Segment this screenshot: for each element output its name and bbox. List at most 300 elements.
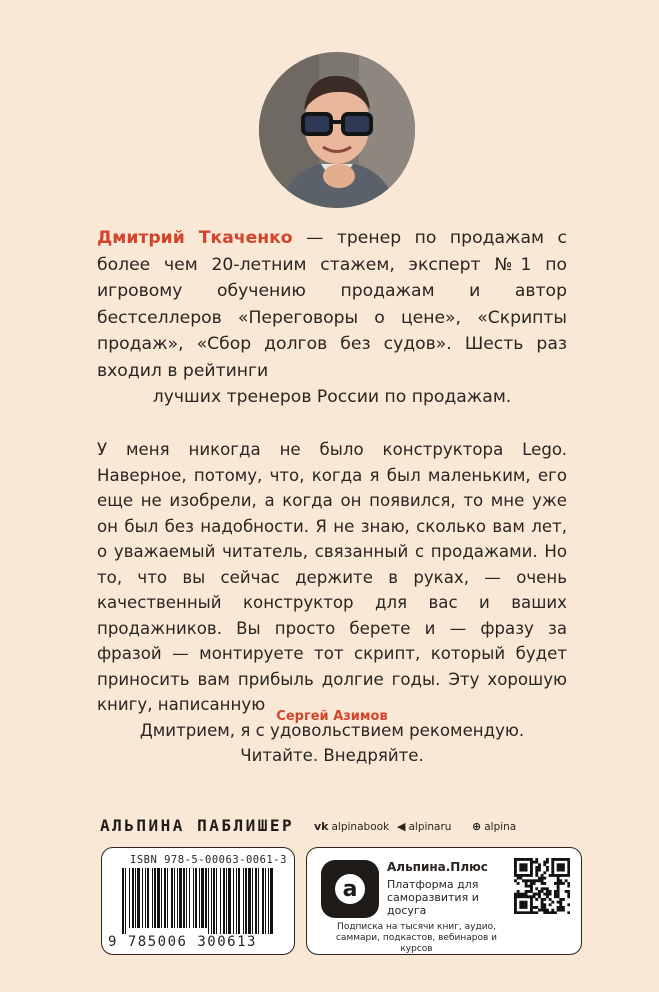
author-bio-last-line: лучших тренеров России по продажам.	[152, 387, 512, 407]
barcode-bar	[201, 868, 204, 928]
qr-module	[559, 909, 562, 912]
barcode-bar	[157, 868, 160, 928]
barcode-bar	[255, 868, 257, 934]
qr-module	[559, 898, 562, 901]
barcode-bar	[270, 868, 273, 934]
qr-module	[562, 874, 565, 877]
qr-module	[543, 877, 546, 880]
qr-module	[567, 893, 570, 896]
qr-module	[554, 858, 557, 861]
qr-module	[519, 874, 522, 877]
quote-author: Сергей Азимов	[276, 709, 388, 724]
qr-module	[522, 911, 525, 914]
qr-module	[543, 863, 546, 866]
qr-module	[543, 906, 546, 909]
barcode-bar	[265, 868, 266, 934]
qr-module	[554, 893, 557, 896]
qr-module	[522, 901, 525, 904]
qr-module	[538, 893, 541, 896]
barcode-bar	[228, 868, 231, 934]
qr-module	[530, 903, 533, 906]
barcode-bar	[223, 868, 225, 934]
author-photo	[259, 52, 415, 208]
qr-module	[538, 890, 541, 893]
barcode-bar	[213, 868, 215, 934]
qr-module	[525, 858, 528, 861]
qr-module	[522, 869, 525, 872]
barcode-bar	[171, 868, 173, 928]
qr-module	[543, 911, 546, 914]
qr-module	[551, 901, 554, 904]
qr-module	[527, 890, 530, 893]
qr-module	[551, 869, 554, 872]
alpina-a-icon	[333, 872, 367, 906]
qr-module	[517, 890, 520, 893]
qr-module	[551, 866, 554, 869]
qr-module	[525, 901, 528, 904]
qr-module	[562, 898, 565, 901]
qr-module	[519, 895, 522, 898]
social-vk	[314, 820, 389, 833]
qr-module	[538, 866, 541, 869]
qr-module	[543, 893, 546, 896]
qr-module	[514, 898, 517, 901]
qr-module	[517, 882, 520, 885]
qr-module	[530, 882, 533, 885]
barcode-bar	[135, 868, 136, 928]
qr-module	[557, 887, 560, 890]
qr-module	[541, 890, 544, 893]
qr-module	[522, 893, 525, 896]
qr-module	[530, 895, 533, 898]
qr-module	[530, 901, 533, 904]
barcode-bar	[137, 868, 140, 928]
qr-module	[559, 858, 562, 861]
qr-module	[535, 911, 538, 914]
barcode-bar	[226, 868, 227, 934]
qr-module	[567, 903, 570, 906]
quote-center-line-2: Читайте. Внедряйте.	[240, 746, 424, 765]
qr-module	[551, 861, 554, 864]
barcode-panel	[101, 847, 295, 955]
author-photo-illustration	[259, 52, 415, 208]
social-telegram-label: alpinaru	[408, 820, 452, 833]
qr-module	[546, 909, 549, 912]
qr-module	[557, 885, 560, 888]
qr-module	[557, 893, 560, 896]
qr-module	[567, 911, 570, 914]
qr-module	[530, 871, 533, 874]
publisher-logo: АЛЬПИНА ПАБЛИШЕР	[100, 816, 295, 835]
qr-module	[535, 858, 538, 861]
qr-module	[567, 882, 570, 885]
barcode-bar	[220, 868, 221, 934]
qr-module	[514, 911, 517, 914]
barcode-bar	[125, 868, 126, 934]
qr-module	[546, 861, 549, 864]
qr-module	[565, 874, 568, 877]
qr-module	[541, 877, 544, 880]
qr-module	[538, 863, 541, 866]
qr-module	[533, 895, 536, 898]
qr-module	[554, 890, 557, 893]
qr-module	[535, 879, 538, 882]
qr-module	[538, 869, 541, 872]
qr-module	[525, 882, 528, 885]
qr-module	[533, 911, 536, 914]
qr-module	[530, 911, 533, 914]
qr-module	[541, 882, 544, 885]
qr-module	[525, 869, 528, 872]
qr-module	[567, 874, 570, 877]
qr-module	[535, 893, 538, 896]
qr-module	[535, 869, 538, 872]
qr-module	[551, 871, 554, 874]
qr-module	[559, 903, 562, 906]
qr-module	[565, 858, 568, 861]
qr-module	[517, 893, 520, 896]
qr-module	[530, 869, 533, 872]
alpina-plus-tagline: Платформа для саморазвития и досуга	[387, 878, 479, 917]
qr-module	[557, 877, 560, 880]
qr-module	[557, 909, 560, 912]
qr-module	[567, 866, 570, 869]
qr-module	[519, 901, 522, 904]
qr-module	[533, 882, 536, 885]
qr-module	[557, 906, 560, 909]
qr-module	[535, 887, 538, 890]
qr-module	[517, 911, 520, 914]
qr-module	[565, 879, 568, 882]
qr-module	[567, 895, 570, 898]
qr-module	[530, 863, 533, 866]
barcode-bar	[132, 868, 134, 928]
qr-module	[514, 866, 517, 869]
qr-module	[546, 869, 549, 872]
barcode-bar	[216, 868, 217, 934]
qr-module	[541, 898, 544, 901]
qr-module	[530, 885, 533, 888]
barcode-bar	[129, 868, 130, 928]
qr-module	[525, 906, 528, 909]
barcode-bar	[189, 868, 190, 928]
barcode-bar	[193, 868, 194, 928]
social-alpina-label: alpina	[484, 820, 517, 833]
qr-module	[549, 903, 552, 906]
qr-module	[525, 893, 528, 896]
barcode-bar	[161, 868, 162, 928]
barcode-bar	[147, 868, 149, 928]
qr-module	[546, 858, 549, 861]
qr-module	[525, 903, 528, 906]
barcode-bar	[179, 868, 182, 928]
qr-module	[546, 887, 549, 890]
qr-module	[559, 882, 562, 885]
qr-module	[554, 911, 557, 914]
qr-module	[567, 861, 570, 864]
qr-module	[533, 879, 536, 882]
qr-module	[559, 906, 562, 909]
qr-module	[541, 906, 544, 909]
qr-module	[519, 863, 522, 866]
author-bio	[97, 225, 567, 411]
barcode-bar	[177, 868, 178, 928]
barcode-bar	[236, 868, 237, 934]
qr-module	[530, 887, 533, 890]
author-name: Дмитрий Ткаченко	[97, 228, 293, 248]
qr-module	[514, 909, 517, 912]
qr-module	[535, 866, 538, 869]
barcode-bar	[245, 868, 247, 934]
qr-module	[535, 874, 538, 877]
qr-module	[517, 874, 520, 877]
qr-module	[549, 890, 552, 893]
qr-module	[541, 903, 544, 906]
qr-module	[557, 858, 560, 861]
qr-module	[530, 898, 533, 901]
qr-module	[533, 906, 536, 909]
isbn-text: ISBN 978-5-00063-0061-3	[130, 854, 287, 866]
qr-module	[530, 861, 533, 864]
barcode-bar	[211, 868, 212, 934]
publisher-row	[100, 816, 570, 838]
qr-module	[546, 893, 549, 896]
qr-module	[517, 877, 520, 880]
qr-module	[527, 879, 530, 882]
qr-module	[525, 911, 528, 914]
qr-module	[527, 858, 530, 861]
barcode-bar	[183, 868, 185, 928]
qr-module	[543, 861, 546, 864]
qr-module	[514, 895, 517, 898]
qr-module	[519, 877, 522, 880]
qr-module	[562, 882, 565, 885]
qr-module	[557, 863, 560, 866]
alpina-plus-title: Альпина.Плюс	[387, 860, 488, 874]
qr-module	[562, 858, 565, 861]
qr-module	[562, 869, 565, 872]
alpina-plus-subtitle: Подписка на тысячи книг, аудио, саммари, подкастов, вебинаров и курсов	[335, 922, 497, 954]
qr-module	[567, 858, 570, 861]
qr-module	[525, 879, 528, 882]
qr-module	[543, 871, 546, 874]
qr-module	[519, 858, 522, 861]
qr-module	[557, 882, 560, 885]
barcode-image	[120, 868, 278, 934]
qr-module	[533, 893, 536, 896]
qr-module	[514, 858, 517, 861]
qr-module	[567, 885, 570, 888]
qr-module	[519, 893, 522, 896]
qr-module	[557, 901, 560, 904]
qr-module	[527, 911, 530, 914]
qr-module	[551, 909, 554, 912]
qr-module	[541, 901, 544, 904]
qr-module	[557, 890, 560, 893]
qr-module	[514, 863, 517, 866]
barcode-bar	[238, 868, 240, 934]
qr-module	[538, 909, 541, 912]
qr-module	[519, 866, 522, 869]
barcode-bar	[152, 868, 153, 928]
qr-module	[522, 863, 525, 866]
alpina-plus-app-icon	[321, 860, 379, 918]
qr-module	[530, 866, 533, 869]
qr-module	[543, 882, 546, 885]
qr-module	[525, 895, 528, 898]
qr-module	[514, 893, 517, 896]
qr-module	[554, 874, 557, 877]
qr-module	[514, 871, 517, 874]
qr-module	[517, 858, 520, 861]
qr-module	[522, 874, 525, 877]
alpina-plus-panel	[306, 847, 582, 955]
barcode-bar	[142, 868, 143, 928]
qr-module	[525, 874, 528, 877]
qr-module	[559, 869, 562, 872]
qr-module	[567, 871, 570, 874]
qr-module	[527, 874, 530, 877]
barcode-bar	[233, 868, 234, 934]
barcode-bar	[262, 868, 264, 934]
qr-module	[559, 879, 562, 882]
qr-module	[519, 906, 522, 909]
qr-module	[538, 879, 541, 882]
barcode-bar	[252, 868, 253, 934]
qr-module	[549, 893, 552, 896]
qr-module	[543, 903, 546, 906]
qr-module	[522, 879, 525, 882]
barcode-bar	[248, 868, 251, 934]
qr-module	[538, 895, 541, 898]
barcode-bar	[154, 868, 156, 928]
qr-module	[551, 858, 554, 861]
barcode-bar	[268, 868, 269, 934]
qr-module	[557, 874, 560, 877]
qr-module	[514, 874, 517, 877]
qr-module	[546, 866, 549, 869]
qr-module	[514, 906, 517, 909]
qr-module	[562, 909, 565, 912]
barcode-bar	[199, 868, 200, 928]
author-bio-text: — тренер по продажам с более чем 20-летним стажем, эксперт №1 по игровому обучению продажам и автор бестселлеров «Переговоры о цене», «Скрипты продаж», «Сбор долгов без судов». Шесть раз входил в рейтинги	[97, 228, 567, 381]
barcode-bar	[122, 868, 124, 934]
qr-module	[530, 874, 533, 877]
qr-module	[535, 906, 538, 909]
qr-module	[546, 895, 549, 898]
qr-module	[514, 903, 517, 906]
qr-module	[562, 866, 565, 869]
qr-module	[557, 866, 560, 869]
qr-module	[525, 890, 528, 893]
qr-module	[527, 895, 530, 898]
qr-module	[551, 911, 554, 914]
qr-module	[525, 885, 528, 888]
qr-module	[535, 898, 538, 901]
qr-module	[567, 890, 570, 893]
qr-module	[514, 861, 517, 864]
qr-module	[549, 874, 552, 877]
qr-module	[514, 879, 517, 882]
qr-module	[519, 911, 522, 914]
qr-module	[557, 895, 560, 898]
telegram-icon: ◀	[397, 820, 406, 833]
qr-module	[541, 887, 544, 890]
qr-module	[522, 866, 525, 869]
qr-module	[567, 863, 570, 866]
qr-module	[559, 866, 562, 869]
qr-module	[559, 874, 562, 877]
qr-module	[551, 874, 554, 877]
qr-module	[559, 901, 562, 904]
qr-module	[554, 882, 557, 885]
qr-module	[525, 866, 528, 869]
qr-module	[546, 890, 549, 893]
qr-module	[527, 885, 530, 888]
barcode-digits: 9 785006 300613	[108, 934, 257, 950]
qr-module	[525, 863, 528, 866]
barcode-bar	[208, 868, 209, 934]
barcode-bar	[258, 868, 259, 934]
qr-code[interactable]	[514, 858, 570, 914]
qr-module	[522, 895, 525, 898]
barcode-bar	[174, 868, 175, 928]
qr-module	[541, 874, 544, 877]
quote-center-line-1: Дмитрием, я с удовольствием рекомендую.	[139, 720, 525, 740]
qr-module	[530, 909, 533, 912]
qr-module	[522, 906, 525, 909]
barcode-bar	[195, 868, 197, 928]
qr-module	[519, 869, 522, 872]
qr-module	[522, 903, 525, 906]
qr-module	[551, 863, 554, 866]
social-alpina	[472, 820, 516, 833]
qr-module	[530, 906, 533, 909]
qr-module	[519, 903, 522, 906]
barcode-bar	[164, 868, 166, 928]
qr-module	[535, 861, 538, 864]
quote-text: У меня никогда не было конструктора Lego. Наверное, потому, что, когда я был маленьким, его еще не изобрели, а когда он появился, то мне уже он был без надобности. Я не знаю, сколько вам лет, о уважаемый читатель, связанный с продажами. Но то, что вы сейчас держите в руках, — очень качественный конструктор для вас и ваших продажников. Вы просто берете и — фразу за фразой — монтируете тот скрипт, который будет приносить вам прибыль долгие годы. Эту хорошую книгу, написанную	[97, 440, 567, 714]
barcode-bar	[167, 868, 168, 928]
qr-module	[562, 863, 565, 866]
qr-module	[541, 879, 544, 882]
qr-module	[530, 879, 533, 882]
qr-module	[514, 901, 517, 904]
alpina-circle-icon: ⊕	[472, 820, 482, 833]
qr-module	[517, 895, 520, 898]
qr-module	[541, 909, 544, 912]
barcode-bar	[205, 868, 207, 928]
qr-module	[557, 869, 560, 872]
barcode-bar	[186, 868, 187, 928]
qr-module	[514, 869, 517, 872]
qr-module	[557, 879, 560, 882]
qr-module	[546, 911, 549, 914]
qr-module	[533, 861, 536, 864]
qr-module	[562, 906, 565, 909]
qr-module	[565, 890, 568, 893]
vk-icon: vk	[314, 820, 329, 833]
social-vk-label: alpinabook	[331, 820, 390, 833]
qr-module	[522, 858, 525, 861]
qr-module	[530, 858, 533, 861]
qr-module	[543, 909, 546, 912]
qr-module	[567, 869, 570, 872]
qr-module	[538, 877, 541, 880]
social-telegram	[397, 820, 451, 833]
barcode-bar	[145, 868, 146, 928]
qr-module	[530, 890, 533, 893]
